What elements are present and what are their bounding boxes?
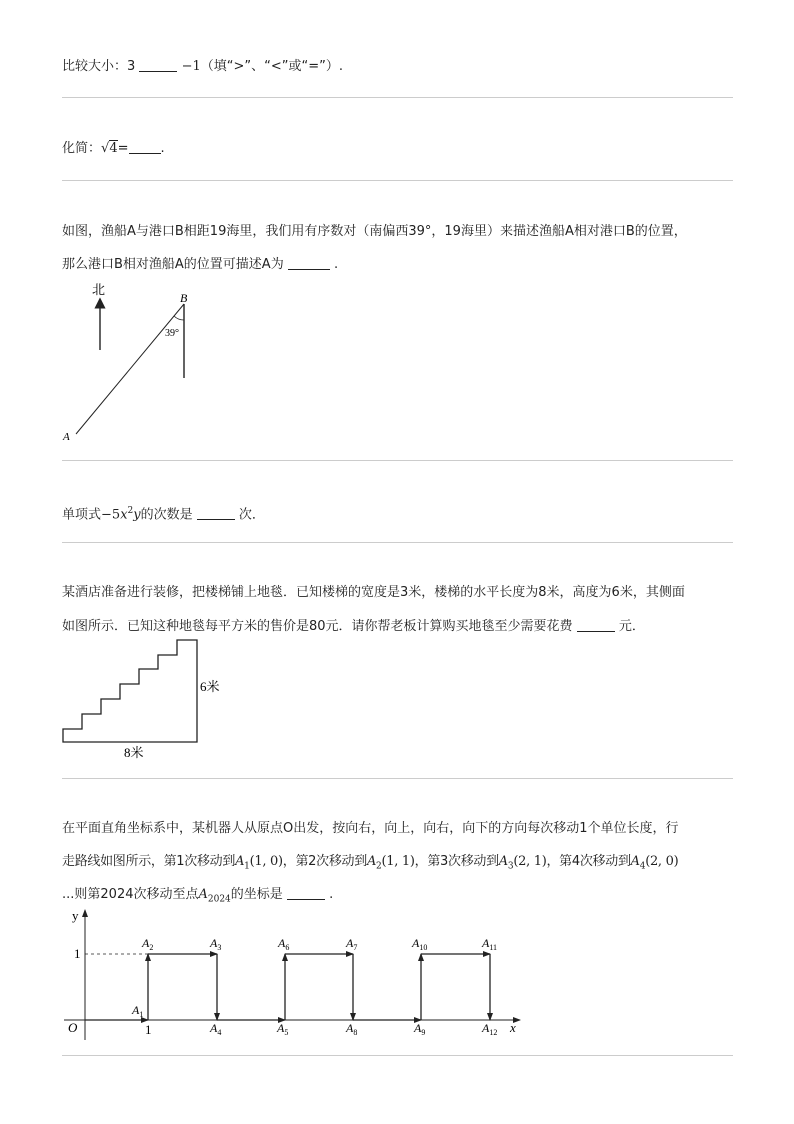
question-3-line-1: 如图，渔船A与港口B相距19海里，我们用有序数对（南偏西39°，19海里）来描述渔船A相对港口B的位置， xyxy=(62,224,687,239)
q6-target-subscript: 2024 xyxy=(207,894,231,905)
q1-prefix: 比较大小：3 xyxy=(62,59,136,74)
q6-line3-prefix: ...则第2024次移动至点 xyxy=(62,887,199,902)
point-label-a1: $A_1$ xyxy=(132,1003,144,1019)
point-label-a9: $A_9$ xyxy=(414,1021,426,1037)
point-label-a10: $A_{10}$ xyxy=(412,936,428,952)
q4-mid: 的次数是 xyxy=(140,507,193,523)
q3-line2-suffix: . xyxy=(334,257,339,272)
q6-coords: (2, 0) xyxy=(645,854,679,869)
point-label-a8: $A_8$ xyxy=(346,1021,358,1037)
q6-text: 走路线如图所示，第1次移动到 xyxy=(62,854,236,869)
q4-suffix: 次． xyxy=(238,507,265,523)
point-label-a2: $A_2$ xyxy=(142,936,154,952)
q5-line2-prefix: 如图所示．已知这种地毯每平方米的售价是80元．请你帮老板计算购买地毯至少需要花费 xyxy=(62,619,573,634)
q6-point: A xyxy=(235,854,245,869)
y-tick-1: 1 xyxy=(74,946,81,961)
sqrt-sign: √ xyxy=(101,141,110,156)
q6-subscript: 3 xyxy=(507,861,514,872)
q6-point: A xyxy=(498,854,508,869)
q2-radicand: 4 xyxy=(109,141,118,156)
q6-line3-mid: 的坐标是 xyxy=(230,887,283,902)
point-b-label: B xyxy=(180,291,188,305)
q2-suffix: . xyxy=(160,141,165,156)
x-tick-1: 1 xyxy=(145,1022,152,1037)
q6-point: A xyxy=(630,854,640,869)
q6-coords: (1, 0) xyxy=(249,854,283,869)
q6-text: ，第4次移动到 xyxy=(546,854,631,869)
north-label: 北 xyxy=(92,282,106,297)
q6-text: ，第3次移动到 xyxy=(414,854,499,869)
q1-number: −1 xyxy=(181,59,201,74)
q6-coords: (2, 1) xyxy=(513,854,547,869)
point-label-a11: $A_{11}$ xyxy=(482,936,498,952)
q3-line2-prefix: 那么港口B相对渔船A的位置可描述A为 xyxy=(62,257,284,272)
q4-var-y: y xyxy=(133,507,141,523)
q6-line3-suffix: . xyxy=(329,887,334,902)
q6-subscript: 4 xyxy=(639,861,646,872)
angle-label: 39° xyxy=(165,328,179,339)
robot-path xyxy=(85,954,490,1020)
x-axis-label: x xyxy=(510,1020,516,1035)
q6-coords: (1, 1) xyxy=(381,854,415,869)
q5-line2-suffix: 元． xyxy=(618,619,645,634)
point-label-a4: $A_4$ xyxy=(210,1021,222,1037)
q6-subscript: 1 xyxy=(244,861,250,872)
height-label: 6米 xyxy=(200,679,220,694)
q6-text: ，第2次移动到 xyxy=(282,854,367,869)
point-labels xyxy=(131,936,497,1037)
q4-coefficient: −5 xyxy=(101,507,121,523)
point-label-a7: $A_7$ xyxy=(346,936,358,952)
q2-prefix: 化简： xyxy=(62,141,102,156)
q6-target-point: A xyxy=(198,887,208,902)
question-5-line-1: 某酒店准备进行装修，把楼梯铺上地毯．已知楼梯的宽度是3米，楼梯的水平长度为8米，高度为6米，其侧面 xyxy=(62,585,685,600)
q4-var-x: x xyxy=(120,507,128,523)
length-label: 8米 xyxy=(124,745,144,760)
point-label-a3: $A_3$ xyxy=(210,936,222,952)
point-label-a5: $A_5$ xyxy=(277,1021,289,1037)
question-6-line-1: 在平面直角坐标系中，某机器人从原点O出发，按向右，向上，向右，向下的方向每次移动1个单位长度，行 xyxy=(62,821,679,836)
q1-suffix: （填“>”、“<”或“=”）. xyxy=(200,59,343,74)
q6-point: A xyxy=(366,854,377,869)
divider xyxy=(62,1055,733,1056)
origin-label: O xyxy=(68,1020,78,1035)
y-axis-label: y xyxy=(72,908,79,923)
point-a-label: A xyxy=(63,431,70,443)
point-label-a6: $A_6$ xyxy=(278,936,290,952)
q2-equals: = xyxy=(117,141,129,156)
q4-prefix: 单项式 xyxy=(62,507,102,523)
q4-exponent: 2 xyxy=(127,506,134,516)
point-label-a12: $A_{12}$ xyxy=(482,1021,498,1037)
q6-subscript: 2 xyxy=(376,861,382,872)
